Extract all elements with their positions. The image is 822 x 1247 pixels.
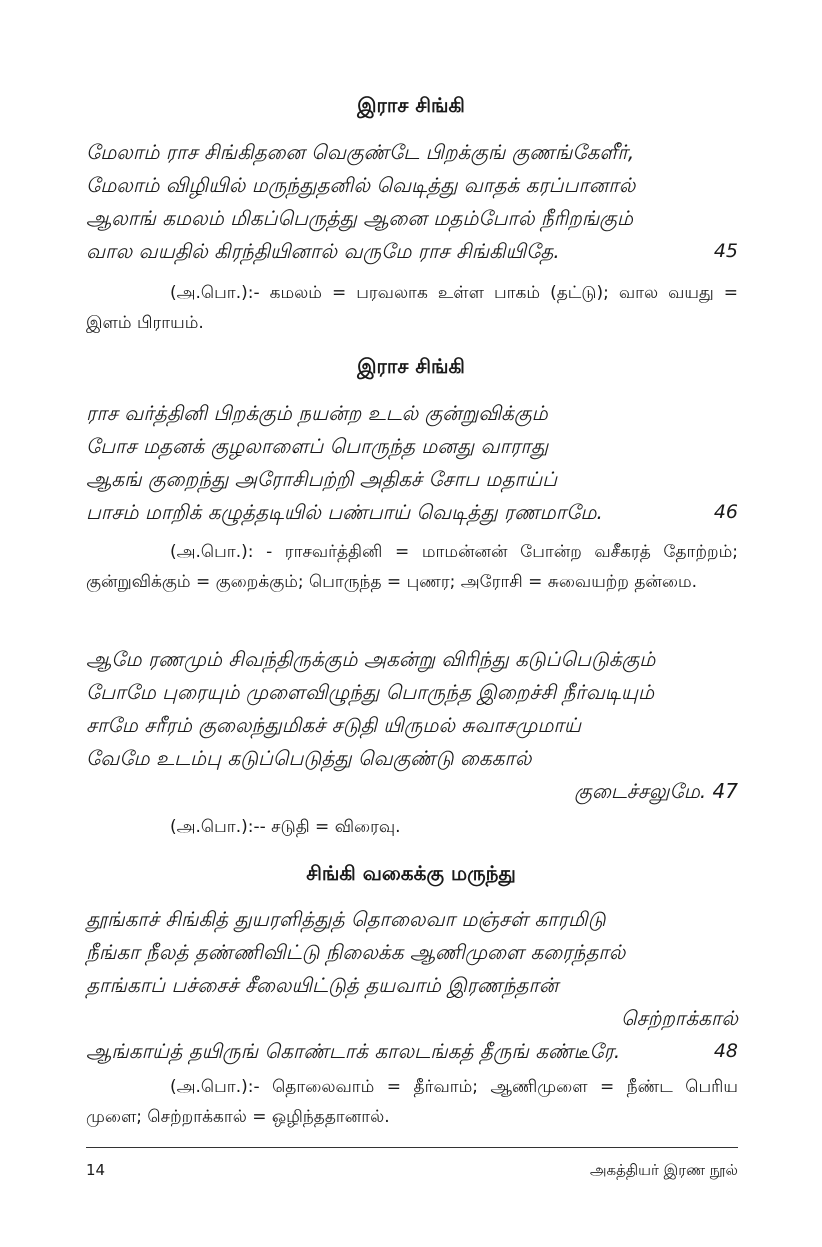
verse-line: நீங்கா நீலத் தண்ணிவிட்டு நிலைக்க ஆணிமுளை கரைந்தால்	[86, 940, 626, 964]
section-heading: இராச சிங்கி	[357, 93, 465, 117]
commentary-note: (அ.பொ.): - ராசவர்த்தினி = மாமன்னன் போன்ற வசீகரத் தோற்றம்; குன்றுவிக்கும் = குறைக்கும்; பொருந்த = புணர; அரோசி = சுவையற்ற தன்மை.	[86, 542, 738, 592]
verse-line: போமே புரையும் முளைவிழுந்து பொருந்த இறைச்சி நீர்வடியும்	[86, 680, 655, 704]
section-heading: இராச சிங்கி	[357, 354, 465, 378]
verse-line: தாங்காப் பச்சைச் சீலையிட்டுத் தயவாம் இரணந்தான்	[86, 973, 559, 997]
book-title: அகத்தியர் இரண நூல்	[589, 1161, 738, 1179]
verse-line: செற்றாக்கால்	[621, 1006, 738, 1030]
verse-line: வேமே உடம்பு கடுப்பெடுத்து வெகுண்டு கைகால்	[86, 746, 532, 770]
verse-46	[86, 397, 742, 529]
verse-line: மேலாம் விழியில் மருந்துதனில் வெடித்து வாதக் கரப்பானால்	[86, 173, 636, 197]
verse-line: தூங்காச் சிங்கித் துயரளித்துத் தொலைவா மஞ்சள் காரமிடு	[86, 907, 606, 931]
verse-line: குடைச்சலுமே. 47	[574, 779, 738, 803]
verse-line	[86, 235, 742, 268]
verse-line-text: ஆங்காய்த் தயிருங் கொண்டாக் காலடங்கத் தீருங் கண்டீரே.	[86, 1039, 621, 1063]
verse-48	[86, 903, 742, 1068]
section-heading: சிங்கி வகைக்கு மருந்து	[306, 861, 516, 885]
commentary-note: (அ.பொ.):- தொலைவாம் = தீர்வாம்; ஆணிமுளை = நீண்ட பெரிய முளை; செற்றாக்கால் = ஒழிந்ததானால்.	[86, 1077, 738, 1127]
verse-line: ஆலாங் கமலம் மிகப்பெருத்து ஆனை மதம்போல் நீரிறங்கும்	[86, 206, 634, 230]
footer-divider	[86, 1147, 738, 1148]
commentary-note: (அ.பொ.):- கமலம் = பரவலாக உள்ள பாகம் (தட்டு); வால வயது = இளம் பிராயம்.	[86, 283, 738, 333]
verse-line: மேலாம் ராச சிங்கிதனை வெகுண்டே பிறக்குங் குணங்கேளீர்,	[86, 140, 635, 164]
verse-line-text: பாசம் மாறிக் கழுத்தடியில் பண்பாய் வெடித்து ரணமாமே.	[86, 500, 603, 524]
verse-line: ராச வர்த்தினி பிறக்கும் நயன்ற உடல் குன்றுவிக்கும்	[86, 401, 548, 425]
page-number: 14	[86, 1161, 106, 1179]
commentary-note: (அ.பொ.):-- சடுதி = விரைவு.	[170, 817, 401, 837]
verse-line-text: வால வயதில் கிரந்தியினால் வருமே ராச சிங்கியிதே.	[86, 239, 560, 263]
verse-45	[86, 136, 742, 268]
verse-line: சாமே சரீரம் குலைந்துமிகச் சடுதி யிருமல் சுவாசமுமாய்	[86, 713, 582, 737]
verse-47	[86, 643, 742, 808]
verse-line	[86, 1035, 742, 1068]
verse-number: 48	[713, 1040, 738, 1062]
verse-line: போச மதனக் குழலாளைப் பொருந்த மனது வாராது	[86, 434, 549, 458]
verse-line	[86, 496, 742, 529]
verse-line: ஆமே ரணமும் சிவந்திருக்கும் அகன்று விரிந்து கடுப்பெடுக்கும்	[86, 647, 656, 671]
verse-number: 45	[713, 240, 738, 262]
verse-number: 46	[713, 501, 738, 523]
verse-line: ஆகங் குறைந்து அரோசிபற்றி அதிகச் சோப மதாய்ப்	[86, 467, 558, 491]
